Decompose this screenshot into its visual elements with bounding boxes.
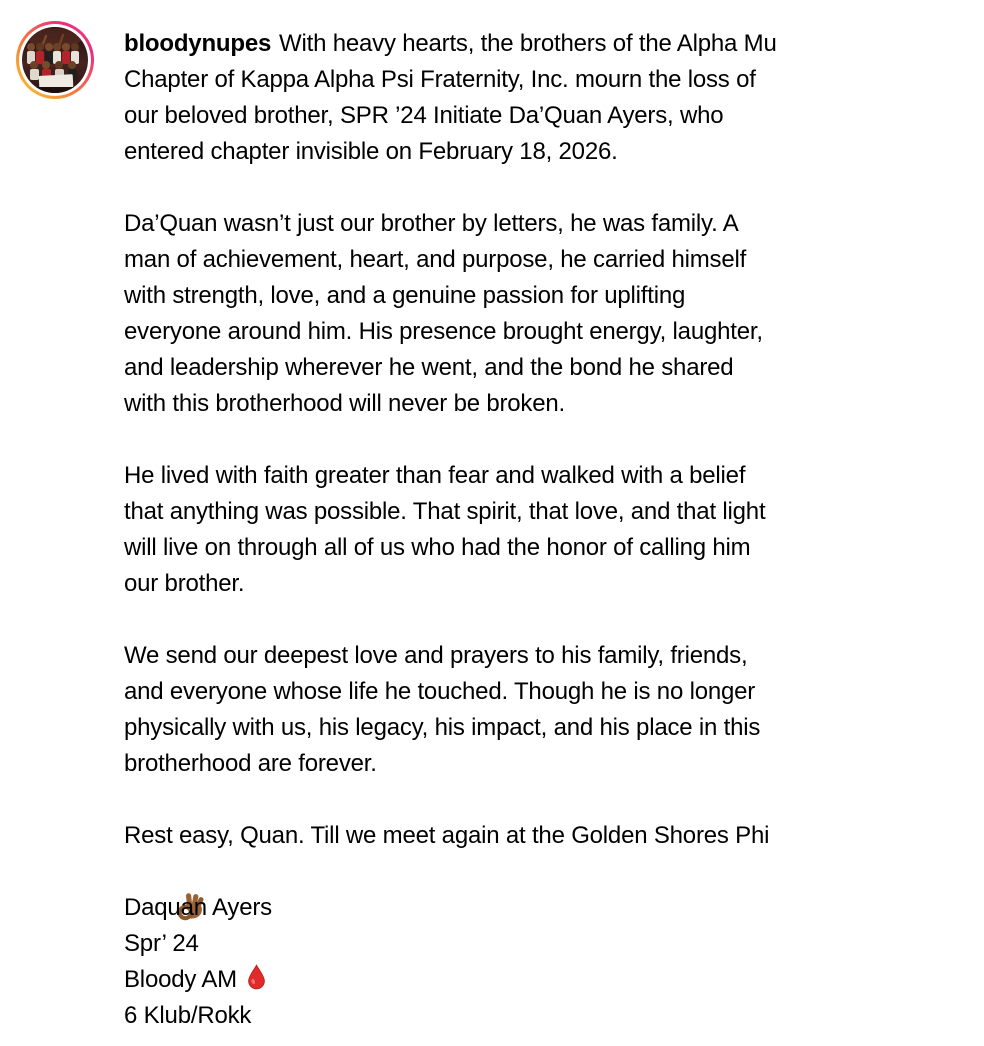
caption-line: [124, 26, 970, 62]
caption-line: Chapter of Kappa Alpha Psi Fraternity, Inc. mourn the loss of: [124, 66, 756, 93]
caption-line: Da’Quan wasn’t just our brother by letters, he was family. A: [124, 210, 739, 237]
caption-paragraph-2: [124, 206, 970, 422]
avatar[interactable]: [16, 21, 94, 99]
caption-line: Rest easy, Quan. Till we meet again at the Golden Shores Phi: [124, 822, 770, 849]
profile-photo: [22, 27, 88, 93]
caption-line: and leadership wherever he went, and the bond he shared: [124, 354, 734, 381]
blood-drop-emoji: [246, 964, 267, 991]
caption-line-text: With heavy hearts, the brothers of the Alpha Mu: [279, 30, 777, 57]
story-ring: [19, 24, 91, 96]
caption-line: our brother.: [124, 570, 245, 597]
caption-text: [124, 26, 970, 1034]
caption-line: brotherhood are forever.: [124, 750, 377, 777]
username-link[interactable]: bloodynupes: [124, 30, 272, 57]
caption-paragraph-3: [124, 458, 970, 602]
caption-line: man of achievement, heart, and purpose, he carried himself: [124, 246, 747, 273]
caption-paragraph-1: [124, 26, 970, 170]
caption-line: that anything was possible. That spirit, that love, and that light: [124, 498, 766, 525]
caption-paragraph-4: [124, 638, 970, 782]
caption-line: He lived with faith greater than fear and walked with a belief: [124, 462, 746, 489]
caption-line: physically with us, his legacy, his impact, and his place in this: [124, 714, 761, 741]
caption-line: [124, 962, 970, 998]
caption-line-emoji: [124, 854, 970, 890]
caption-line: everyone around him. His presence brought energy, laughter,: [124, 318, 763, 345]
group-photo-image: [22, 27, 88, 93]
caption-line: 6 Klub/Rokk: [124, 1002, 252, 1029]
caption-line-text: Bloody AM: [124, 966, 237, 993]
caption-line: with strength, love, and a genuine passion for uplifting: [124, 282, 686, 309]
caption-paragraph-5: [124, 818, 970, 1034]
caption-line: and everyone whose life he touched. Though he is no longer: [124, 678, 756, 705]
caption-line: Daquan Ayers: [124, 894, 272, 921]
caption-line: our beloved brother, SPR ’24 Initiate Da’Quan Ayers, who: [124, 102, 724, 129]
caption-line: We send our deepest love and prayers to his family, friends,: [124, 642, 748, 669]
caption-line: Spr’ 24: [124, 930, 199, 957]
caption-line: will live on through all of us who had the honor of calling him: [124, 534, 751, 561]
caption-line: with this brotherhood will never be broken.: [124, 390, 565, 417]
caption-line: entered chapter invisible on February 18, 2026.: [124, 138, 618, 165]
